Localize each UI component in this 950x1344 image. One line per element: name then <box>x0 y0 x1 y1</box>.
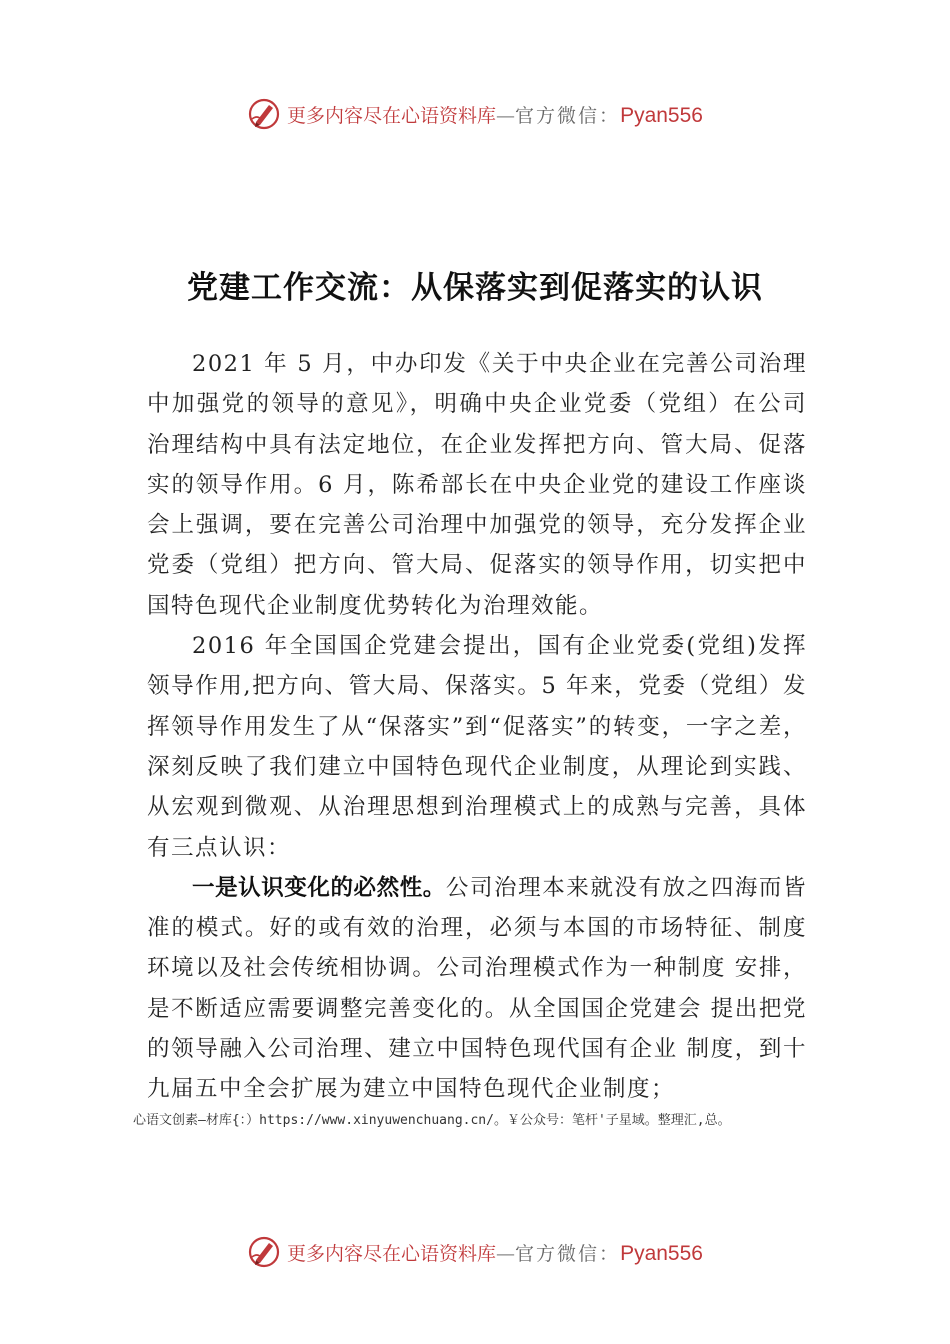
banner-wechat-id: Pyan556 <box>620 1241 703 1265</box>
banner-separator: — <box>496 1242 516 1265</box>
banner-separator: — <box>496 104 516 127</box>
paragraph-3-lead: 一是认识变化的必然性。 <box>192 874 446 901</box>
paragraph-3 <box>147 868 807 1110</box>
paragraph-2 <box>147 626 807 868</box>
banner-wechat-id: Pyan556 <box>620 103 703 127</box>
paragraph-2-text: 2016 年全国国企党建会提出，国有企业党委(党组)发挥领导作用,把方向、管大局、保落实。5 年来，党委（党组）发挥领导作用发生了从“保落实”到“促落实”的转变，一字之差，深刻反映了我们建立中国特色现代企业制度，从理论到实践、从宏观到微观、从治理思想到治理模式上的成熟与完善，具体有三点认识： <box>147 633 807 861</box>
document-title: 党建工作交流：从保落实到促落实的认识 <box>187 270 763 306</box>
pen-logo-icon <box>247 97 281 131</box>
footer-watermark-banner <box>0 1232 950 1272</box>
banner-brand: 更多内容尽在心语资料库 <box>287 1242 497 1265</box>
document-body <box>147 344 807 1110</box>
banner-text <box>287 1239 703 1266</box>
banner-wechat-label: 官方微信： <box>515 104 621 127</box>
paragraph-1-text: 2021 年 5 月，中办印发《关于中央企业在完善公司治理中加强党的领导的意见》，明确中央企业党委（党组）在公司治理结构中具有法定地位，在企业发挥把方向、管大局、促落实的领导作用。6 月，陈希部长在中央企业党的建设工作座谈会上强调，要在完善公司治理中加强党的领导，充分发挥企业党委（党组）把方向、管大局、促落实的领导作用，切实把中国特色现代企业制度优势转化为治理效能。 <box>147 351 807 619</box>
source-footnote: 心语文创素—材库{：）https://www.xinyuwenchuang.cn/。￥公众号：笔杆'子星域。整理汇,总。 <box>133 1113 731 1128</box>
banner-wechat-label: 官方微信： <box>515 1242 621 1265</box>
pen-logo-icon <box>247 1235 281 1269</box>
banner-text <box>287 101 703 128</box>
paragraph-1 <box>147 344 807 626</box>
banner-brand: 更多内容尽在心语资料库 <box>287 104 497 127</box>
paragraph-3-text: 公司治理本来就没有放之四海而皆准的模式。好的或有效的治理，必须与本国的市场特征、制度环境以及社会传统相协调。公司治理模式作为一种制度 安排，是不断适应需要调整完善变化的。从全国国企党建会 提出把党的领导融入公司治理、建立中国特色现代国有企业 制度，到十九届五中全会扩展为建立中国特色现代企业制度； <box>147 874 807 1103</box>
header-watermark-banner <box>0 94 950 134</box>
